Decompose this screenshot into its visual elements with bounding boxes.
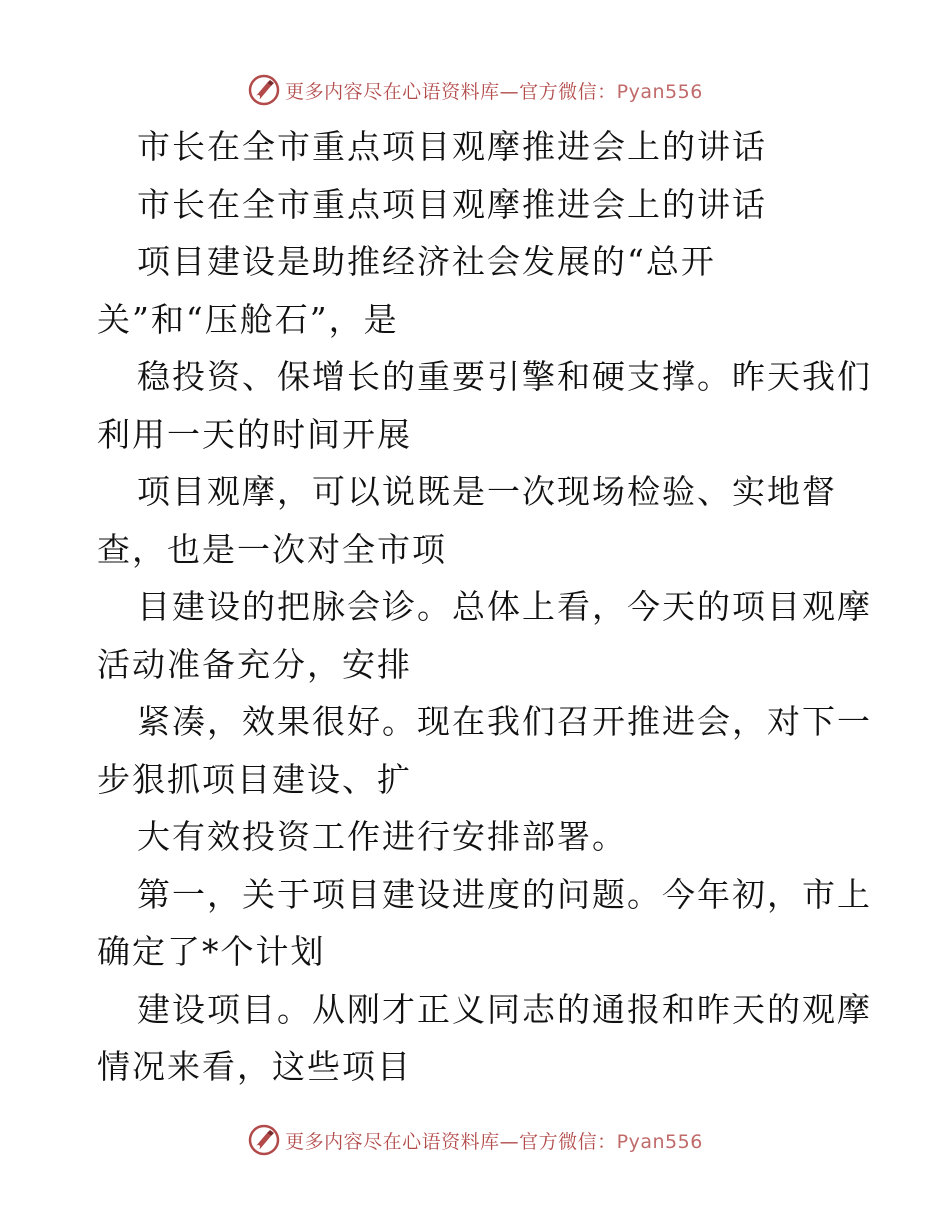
paragraph-line: 目建设的把脉会诊。总体上看，今天的项目观摩 bbox=[137, 587, 872, 626]
paragraph-line: 步狠抓项目建设、扩 bbox=[97, 759, 412, 799]
banner-label: 更多内容尽在心语资料库—官方微信： bbox=[285, 80, 617, 103]
banner-text bbox=[285, 77, 703, 104]
logo-icon bbox=[247, 73, 281, 107]
document-body bbox=[97, 118, 872, 1096]
banner-label: 更多内容尽在心语资料库—官方微信： bbox=[285, 1130, 617, 1153]
logo-icon bbox=[247, 1123, 281, 1157]
paragraph-line: 确定了*个计划 bbox=[97, 932, 326, 971]
title-line: 市长在全市重点项目观摩推进会上的讲话 bbox=[137, 184, 767, 224]
paragraph-line: 第一，关于项目建设进度的问题。今年初，市上 bbox=[137, 874, 872, 914]
paragraph-line: 利用一天的时间开展 bbox=[97, 414, 412, 454]
header-banner bbox=[0, 70, 950, 110]
banner-wechat-id: Pyan556 bbox=[616, 1130, 703, 1153]
paragraph-line: 项目观摩，可以说既是一次现场检验、实地督 bbox=[137, 472, 837, 511]
title-line: 市长在全市重点项目观摩推进会上的讲话 bbox=[137, 127, 767, 166]
banner-text bbox=[285, 1127, 703, 1154]
paragraph-line: 建设项目。从刚才正义同志的通报和昨天的观摩 bbox=[137, 989, 872, 1029]
paragraph-line: 紧凑，效果很好。现在我们召开推进会，对下一 bbox=[137, 702, 872, 741]
paragraph-line: 项目建设是助推经济社会发展的“总开 bbox=[137, 242, 716, 281]
paragraph-line: 活动准备充分，安排 bbox=[97, 644, 412, 684]
paragraph-line: 大有效投资工作进行安排部署。 bbox=[137, 817, 627, 856]
banner-wechat-id: Pyan556 bbox=[616, 80, 703, 103]
paragraph-line: 查，也是一次对全市项 bbox=[97, 529, 447, 569]
paragraph-line: 情况来看，这些项目 bbox=[97, 1047, 412, 1086]
paragraph-line: 关”和“压舱石”，是 bbox=[97, 299, 399, 339]
footer-banner bbox=[0, 1120, 950, 1160]
paragraph-line: 稳投资、保增长的重要引擎和硬支撑。昨天我们 bbox=[137, 357, 872, 396]
